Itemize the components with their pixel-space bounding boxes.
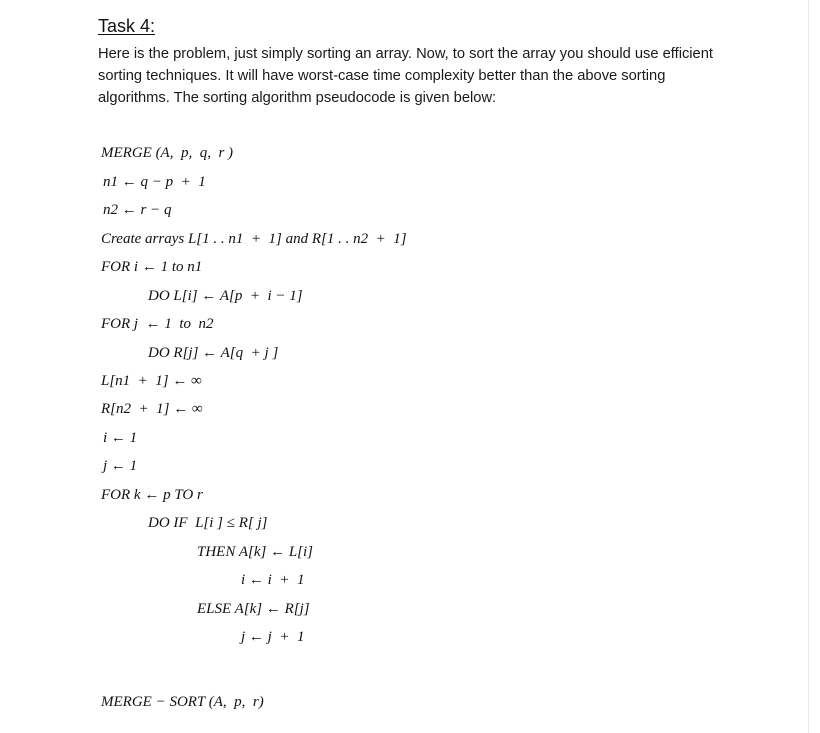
n2-assignment: n2 ← r − q	[103, 202, 172, 218]
init-j: j ← 1	[103, 458, 138, 474]
merge-procedure-header: MERGE (A, p, q, r )	[101, 145, 234, 161]
merge-sort-header: MERGE − SORT (A, p, r)	[101, 694, 264, 710]
copy-left-array: DO L[i] ← A[p + i − 1]	[148, 288, 303, 304]
n1-assignment: n1 ← q − p + 1	[103, 174, 206, 190]
init-i: i ← 1	[103, 430, 138, 446]
create-arrays-line: Create arrays L[1 . . n1 + 1] and R[1 . . n2 + 1]	[101, 231, 407, 247]
then-assign: THEN A[k] ← L[i]	[197, 544, 314, 560]
for-j-loop: FOR j ← 1 to n2	[101, 316, 214, 332]
if-compare: DO IF L[i ] ≤ R[ j]	[148, 515, 268, 531]
task-description: Here is the problem, just simply sorting an array. Now, to sort the array you should use efficient sorting techniques. It will have worst-case time complexity better than the above sorting algorithms. The sorting algorithm pseudocode is given below:	[98, 46, 713, 106]
page-edge	[808, 0, 809, 733]
for-k-loop: FOR k ← p TO r	[101, 487, 203, 503]
for-i-loop: FOR i ← 1 to n1	[101, 259, 203, 275]
task-heading: Task 4:	[98, 16, 156, 36]
increment-j: j ← j + 1	[241, 629, 305, 645]
right-sentinel: R[n2 + 1] ← ∞	[101, 401, 203, 417]
increment-i: i ← i + 1	[241, 572, 305, 588]
copy-right-array: DO R[j] ← A[q + j ]	[148, 345, 279, 361]
left-sentinel: L[n1 + 1] ← ∞	[101, 373, 202, 389]
else-assign: ELSE A[k] ← R[j]	[197, 601, 310, 617]
